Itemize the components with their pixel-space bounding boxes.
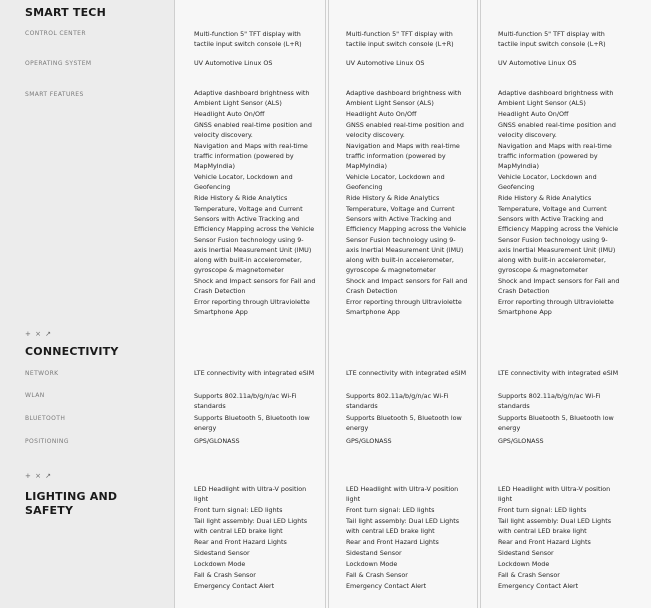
- feature-item: Error reporting through Ultraviolette Smartphone App: [194, 298, 310, 316]
- cell-network: [498, 368, 620, 378]
- cell-lighting-safety: [194, 484, 316, 591]
- feature-item: Navigation and Maps with real-time traffic information (powered by MapMyIndia): [498, 142, 612, 170]
- feature-item: Temperature, Voltage and Current Sensors with Active Tracking and Efficiency Mapping across the Vehicle: [498, 205, 619, 233]
- section-title-smart-tech: SMART TECH: [25, 6, 106, 19]
- row-label-control-center: CONTROL CENTER: [25, 30, 86, 37]
- feature-item: Front turn signal: LED lights: [346, 506, 435, 514]
- feature-item: Sidestand Sensor: [194, 549, 250, 557]
- feature-item: Adaptive dashboard brightness with Ambient Light Sensor (ALS): [346, 89, 462, 107]
- row-label-wlan: WLAN: [25, 392, 45, 399]
- column-divider: [480, 0, 481, 608]
- cell-lighting-safety: [498, 484, 620, 591]
- column-divider: [174, 0, 175, 608]
- section-title-line: SAFETY: [25, 504, 74, 517]
- spec-value: GPS/GLONASS: [498, 437, 544, 445]
- feature-item: Lockdown Mode: [498, 560, 550, 568]
- spec-value: Supports 802.11a/b/g/n/ac Wi-Fi standards: [194, 392, 297, 410]
- feature-item: Error reporting through Ultraviolette Smartphone App: [346, 298, 462, 316]
- feature-item: Ride History & Ride Analytics: [346, 194, 440, 202]
- feature-item: Tail light assembly: Dual LED Lights with central LED brake light: [498, 517, 612, 535]
- cell-network: [194, 368, 316, 378]
- spec-value: UV Automotive Linux OS: [498, 59, 577, 67]
- cell-control-center: [498, 29, 620, 49]
- feature-item: Front turn signal: LED lights: [194, 506, 283, 514]
- cell-operating-system: [194, 58, 316, 68]
- cell-smart-features: [498, 88, 620, 317]
- column-divider: [328, 0, 329, 608]
- feature-item: Temperature, Voltage and Current Sensors with Active Tracking and Efficiency Mapping across the Vehicle: [194, 205, 315, 233]
- cell-positioning: [346, 436, 468, 446]
- feature-item: LED Headlight with Ultra-V position light: [194, 485, 307, 503]
- feature-item: Lockdown Mode: [346, 560, 398, 568]
- feature-item: LED Headlight with Ultra-V position light: [346, 485, 459, 503]
- feature-item: Emergency Contact Alert: [498, 582, 579, 590]
- feature-item: Rear and Front Hazard Lights: [498, 538, 591, 546]
- feature-item: Tail light assembly: Dual LED Lights with central LED brake light: [194, 517, 308, 535]
- feature-item: Emergency Contact Alert: [194, 582, 275, 590]
- section-title-line: LIGHTING AND: [25, 490, 118, 503]
- cell-wlan: [346, 391, 468, 411]
- feature-item: Headlight Auto On/Off: [498, 110, 569, 118]
- cell-bluetooth: [194, 413, 316, 433]
- cell-operating-system: [498, 58, 620, 68]
- column-divider: [325, 0, 326, 608]
- feature-item: Sensor Fusion technology using 9-axis Inertial Measurement Unit (IMU) along with built-in accelerometer, gyroscope & magnetometer: [194, 236, 312, 274]
- feature-item: Fall & Crash Sensor: [346, 571, 408, 579]
- cell-control-center: [194, 29, 316, 49]
- feature-item: Adaptive dashboard brightness with Ambient Light Sensor (ALS): [194, 89, 310, 107]
- row-label-bluetooth: BLUETOOTH: [25, 415, 66, 422]
- feature-item: Emergency Contact Alert: [346, 582, 427, 590]
- feature-item: GNSS enabled real-time position and velocity discovery.: [346, 121, 464, 139]
- feature-item: Vehicle Locator, Lockdown and Geofencing: [498, 173, 597, 191]
- cell-wlan: [194, 391, 316, 411]
- cell-wlan: [498, 391, 620, 411]
- feature-item: Tail light assembly: Dual LED Lights with central LED brake light: [346, 517, 460, 535]
- feature-item: Sidestand Sensor: [346, 549, 402, 557]
- row-label-positioning: POSITIONING: [25, 438, 69, 445]
- cell-smart-features: [346, 88, 468, 317]
- feature-item: Shock and Impact sensors for Fall and Crash Detection: [498, 277, 620, 295]
- feature-item: Vehicle Locator, Lockdown and Geofencing: [194, 173, 293, 191]
- row-label-smart-features: SMART FEATURES: [25, 91, 84, 98]
- cell-control-center: [346, 29, 468, 49]
- feature-item: Headlight Auto On/Off: [194, 110, 265, 118]
- spec-value: Supports Bluetooth 5, Bluetooth low energy: [346, 414, 462, 432]
- spec-value: UV Automotive Linux OS: [346, 59, 425, 67]
- cell-bluetooth: [498, 413, 620, 433]
- feature-item: Rear and Front Hazard Lights: [346, 538, 439, 546]
- spec-value: UV Automotive Linux OS: [194, 59, 273, 67]
- feature-item: Navigation and Maps with real-time traffic information (powered by MapMyIndia): [194, 142, 308, 170]
- section-title-connectivity: CONNECTIVITY: [25, 345, 119, 358]
- section-title-lighting-and-safety: [25, 490, 117, 518]
- feature-item: Fall & Crash Sensor: [498, 571, 560, 579]
- spec-value: LTE connectivity with integrated eSIM: [194, 369, 315, 377]
- spec-value: Supports 802.11a/b/g/n/ac Wi-Fi standards: [346, 392, 449, 410]
- expand-icons[interactable]: + × ↗: [25, 472, 53, 480]
- feature-item: GNSS enabled real-time position and velocity discovery.: [194, 121, 312, 139]
- spec-value: GPS/GLONASS: [194, 437, 240, 445]
- spec-value: GPS/GLONASS: [346, 437, 392, 445]
- row-label-network: NETWORK: [25, 370, 59, 377]
- feature-item: Front turn signal: LED lights: [498, 506, 587, 514]
- feature-item: Error reporting through Ultraviolette Smartphone App: [498, 298, 614, 316]
- feature-item: Fall & Crash Sensor: [194, 571, 256, 579]
- feature-item: Headlight Auto On/Off: [346, 110, 417, 118]
- feature-item: Vehicle Locator, Lockdown and Geofencing: [346, 173, 445, 191]
- spec-value: Supports Bluetooth 5, Bluetooth low energy: [498, 414, 614, 432]
- feature-item: Sidestand Sensor: [498, 549, 554, 557]
- column-divider: [477, 0, 478, 608]
- cell-positioning: [498, 436, 620, 446]
- spec-value: Multi-function 5" TFT display with tactile input switch console (L+R): [194, 30, 302, 48]
- feature-item: LED Headlight with Ultra-V position light: [498, 485, 611, 503]
- feature-item: GNSS enabled real-time position and velocity discovery.: [498, 121, 616, 139]
- expand-icons[interactable]: + × ↗: [25, 330, 53, 338]
- spec-value: Supports Bluetooth 5, Bluetooth low energy: [194, 414, 310, 432]
- feature-item: Navigation and Maps with real-time traffic information (powered by MapMyIndia): [346, 142, 460, 170]
- cell-operating-system: [346, 58, 468, 68]
- feature-item: Rear and Front Hazard Lights: [194, 538, 287, 546]
- feature-item: Shock and Impact sensors for Fall and Crash Detection: [346, 277, 468, 295]
- cell-network: [346, 368, 468, 378]
- spec-value: LTE connectivity with integrated eSIM: [498, 369, 619, 377]
- feature-item: Shock and Impact sensors for Fall and Crash Detection: [194, 277, 316, 295]
- row-label-operating-system: OPERATING SYSTEM: [25, 60, 92, 67]
- feature-item: Sensor Fusion technology using 9-axis Inertial Measurement Unit (IMU) along with built-in accelerometer, gyroscope & magnetometer: [346, 236, 464, 274]
- feature-item: Lockdown Mode: [194, 560, 246, 568]
- spec-value: Supports 802.11a/b/g/n/ac Wi-Fi standards: [498, 392, 601, 410]
- spec-value: Multi-function 5" TFT display with tactile input switch console (L+R): [346, 30, 454, 48]
- cell-bluetooth: [346, 413, 468, 433]
- cell-smart-features: [194, 88, 316, 317]
- feature-item: Temperature, Voltage and Current Sensors with Active Tracking and Efficiency Mapping across the Vehicle: [346, 205, 467, 233]
- feature-item: Ride History & Ride Analytics: [194, 194, 288, 202]
- cell-lighting-safety: [346, 484, 468, 591]
- spec-value: Multi-function 5" TFT display with tactile input switch console (L+R): [498, 30, 606, 48]
- feature-item: Sensor Fusion technology using 9-axis Inertial Measurement Unit (IMU) along with built-in accelerometer, gyroscope & magnetometer: [498, 236, 616, 274]
- feature-item: Ride History & Ride Analytics: [498, 194, 592, 202]
- feature-item: Adaptive dashboard brightness with Ambient Light Sensor (ALS): [498, 89, 614, 107]
- spec-value: LTE connectivity with integrated eSIM: [346, 369, 467, 377]
- cell-positioning: [194, 436, 316, 446]
